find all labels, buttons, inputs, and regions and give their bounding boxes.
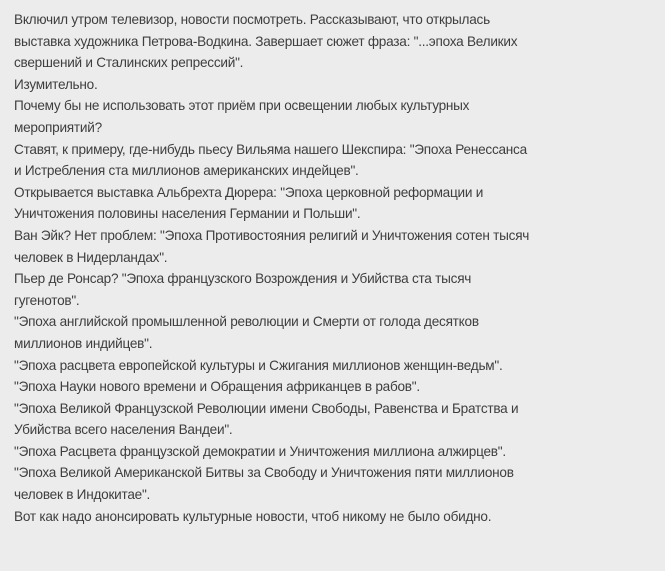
text-line-3: свершений и Сталинских репрессий". xyxy=(14,55,244,71)
text-line-10: Уничтожения половины населения Германии и Польши". xyxy=(14,206,361,222)
text-line-21: "Эпоха Расцвета французской демократии и Уничтожения миллиона алжирцев". xyxy=(14,443,506,459)
text-line-1: Включил утром телевизор, новости посмотреть. Рассказывают, что открылась xyxy=(14,12,490,27)
text-line-13: Пьер де Ронсар? "Эпоха французского Возрождения и Убийства ста тысяч xyxy=(14,271,472,287)
text-line-9: Открывается выставка Альбрехта Дюрера: "Эпоха церковной реформации и xyxy=(14,184,484,200)
text-line-6: мероприятий? xyxy=(14,119,102,135)
text-line-11: Ван Эйк? Нет проблем: "Эпоха Противостояния религий и Уничтожения сотен тысяч xyxy=(14,227,530,243)
text-line-22: "Эпоха Великой Американской Битвы за Свободу и Уничтожения пяти миллионов xyxy=(14,465,514,481)
text-line-2: выставка художника Петрова-Водкина. Завершает сюжет фраза: "...эпоха Великих xyxy=(14,33,518,49)
text-line-24: Вот как надо анонсировать культурные новости, чтоб никому не было обидно. xyxy=(14,508,492,524)
text-line-4: Изумительно. xyxy=(14,76,98,92)
text-line-14: гугенотов". xyxy=(14,292,80,308)
text-line-23: человек в Индокитае". xyxy=(14,487,151,503)
text-line-17: "Эпоха расцвета европейской культуры и Сжигания миллионов женщин-ведьм". xyxy=(14,357,503,373)
text-line-5: Почему бы не использовать этот приём при освещении любых культурных xyxy=(14,98,470,114)
text-line-7: Ставят, к примеру, где-нибудь пьесу Вильяма нашего Шекспира: "Эпоха Ренессанса xyxy=(14,141,527,157)
text-line-19: "Эпоха Великой Французской Революции имени Свободы, Равенства и Братства и xyxy=(14,400,519,416)
text-line-12: человек в Нидерландах". xyxy=(14,249,168,265)
text-line-18: "Эпоха Науки нового времени и Обращения африканцев в рабов". xyxy=(14,379,420,395)
text-line-20: Убийства всего населения Вандеи". xyxy=(14,422,233,438)
text-line-15: "Эпоха английской промышленной революции и Смерти от голода десятков xyxy=(14,314,479,330)
text-line-16: миллионов индийцев". xyxy=(14,335,153,351)
text-line-8: и Истребления ста миллионов американских индейцев". xyxy=(14,163,359,179)
